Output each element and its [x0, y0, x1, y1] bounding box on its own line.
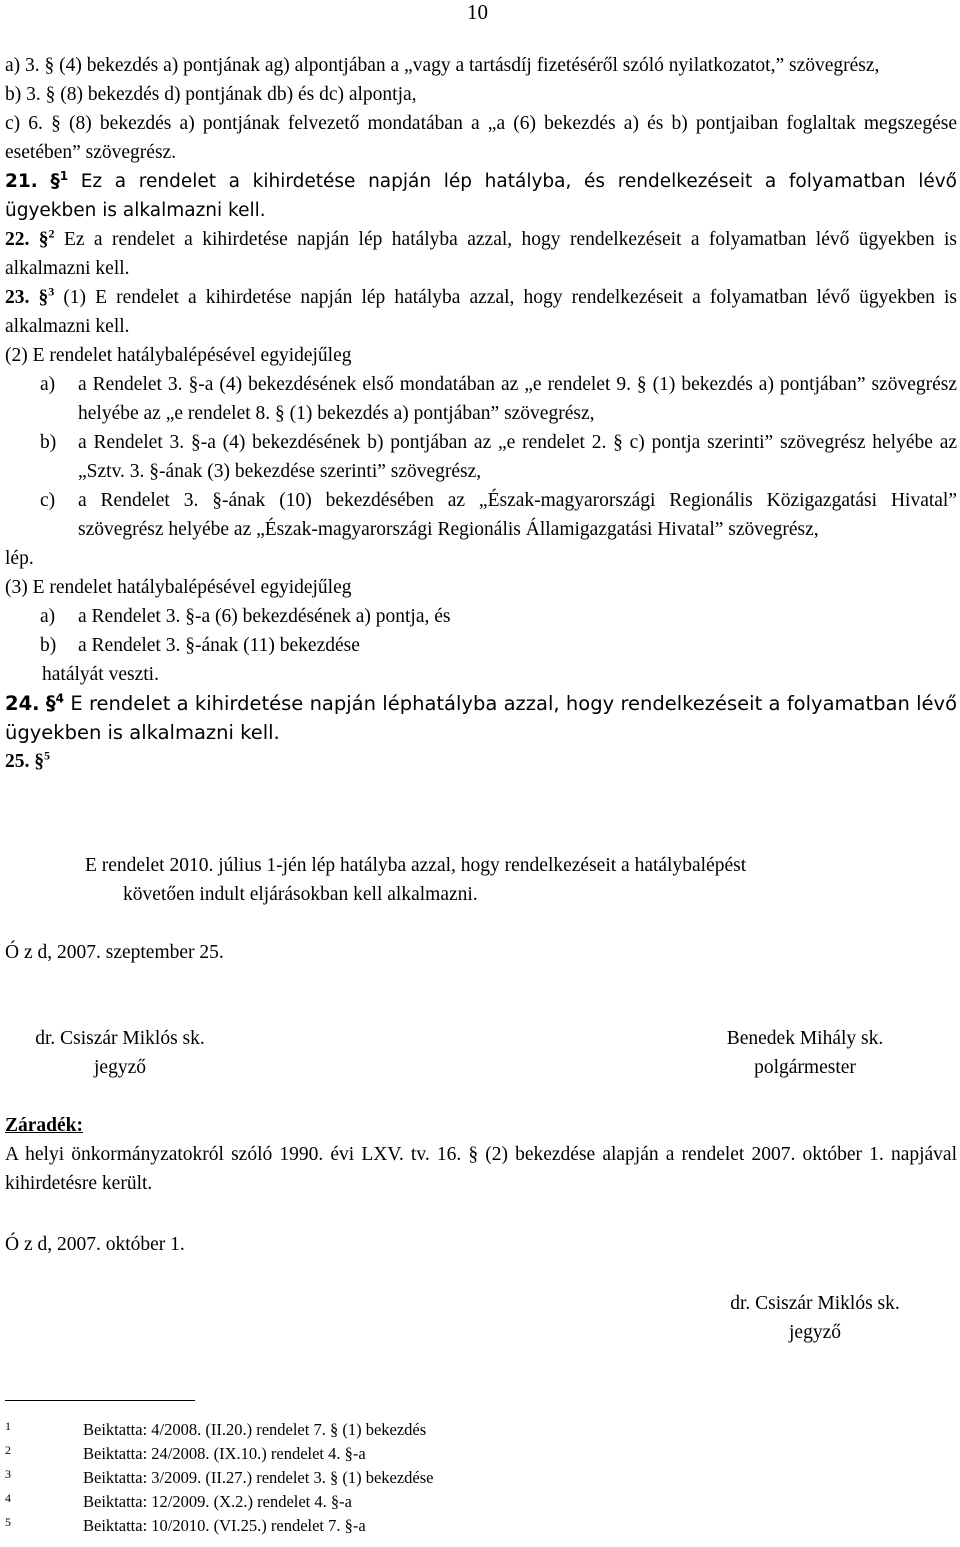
- line-c: c) 6. § (8) bekezdés a) pontjának felvezető mondatában a „a (6) bekezdés a) és b) pontjaiban foglaltak megszegése esetében” szövegrész.: [5, 113, 957, 163]
- signature-left: [0, 1024, 240, 1082]
- footnote-number: 2: [5, 1443, 11, 1457]
- signature-right-title: polgármester: [754, 1057, 856, 1078]
- footnote-text: Beiktatta: 3/2009. (II.27.) rendelet 3. § (1) bekezdése: [83, 1468, 434, 1487]
- footnote-number: 1: [5, 1419, 11, 1433]
- section-24: [5, 689, 957, 747]
- section-25-text-line2: követően indult eljárásokban kell alkalmazni.: [123, 884, 478, 905]
- footnote-ref-2[interactable]: 2: [48, 226, 55, 241]
- section-23-para-3: (3) E rendelet hatálybalépésével egyidejűleg: [5, 577, 352, 598]
- footnote-item: [5, 1490, 605, 1514]
- signature-left-title: jegyző: [94, 1057, 146, 1078]
- signature-left-name: dr. Csiszár Miklós sk.: [35, 1028, 205, 1049]
- item-label: b): [40, 432, 57, 453]
- footnote-separator: [5, 1400, 195, 1401]
- section-25-text-line1: E rendelet 2010. július 1-jén lép hatályba azzal, hogy rendelkezéseit a hatálybalépést: [85, 855, 747, 876]
- footnote-ref-3[interactable]: 3: [48, 284, 55, 299]
- footnote-text: Beiktatta: 12/2009. (X.2.) rendelet 4. §-a: [83, 1492, 352, 1511]
- section-21: [5, 167, 957, 225]
- section-23-2-c: [5, 486, 957, 544]
- footnotes: [5, 1418, 605, 1538]
- footnote-item: [5, 1514, 605, 1538]
- item-label: a): [40, 606, 56, 627]
- line-b: b) 3. § (8) bekezdés d) pontjának db) és dc) alpontja,: [5, 84, 417, 105]
- item-text: a Rendelet 3. §-a (6) bekezdésének a) pontja, és: [78, 606, 451, 627]
- footnote-ref-5[interactable]: 5: [44, 748, 50, 763]
- section-21-number: 21.: [5, 171, 38, 192]
- footnote-item: [5, 1466, 605, 1490]
- signature-2-title: jegyző: [789, 1322, 841, 1343]
- footnote-item: [5, 1442, 605, 1466]
- signature-2-name: dr. Csiszár Miklós sk.: [730, 1293, 900, 1314]
- item-label: b): [40, 635, 57, 656]
- signature-right-name: Benedek Mihály sk.: [726, 1028, 884, 1049]
- date-2: Ó z d, 2007. október 1.: [5, 1234, 185, 1255]
- zaradek-text: A helyi önkormányzatokról szóló 1990. évi LXV. tv. 16. § (2) bekezdése alapján a rendelet 2007. október 1. napjával kihirdetésre került.: [5, 1144, 957, 1194]
- section-23-para-2-end: lép.: [5, 548, 34, 569]
- section-23-2-b: [5, 428, 957, 486]
- item-text: a Rendelet 3. §-ának (11) bekezdése: [78, 635, 360, 656]
- section-25: [5, 747, 957, 776]
- section-23-3-b: [5, 631, 957, 660]
- zaradek-heading: Záradék:: [5, 1115, 83, 1136]
- section-23: [5, 283, 957, 341]
- footnote-ref-1[interactable]: 1: [59, 168, 69, 183]
- section-25-number: 25.: [5, 751, 30, 772]
- section-23-2-a: [5, 370, 957, 428]
- section-22-text: Ez a rendelet a kihirdetése napján lép hatályba azzal, hogy rendelkezéseit a folyamatban lévő ügyekben is alkalmazni kell.: [5, 229, 957, 279]
- item-label: c): [40, 490, 56, 511]
- line-a: a) 3. § (4) bekezdés a) pontjának ag) alpontjában a „vagy a tartásdíj fizetéséről szóló nyilatkozatot,” szövegrész,: [5, 55, 880, 76]
- item-label: a): [40, 374, 56, 395]
- section-23-number: 23.: [5, 287, 30, 308]
- item-text: a Rendelet 3. §-a (4) bekezdésének b) pontjában az „e rendelet 2. § c) pontja szerinti” szövegrész helyébe az „Sztv. 3. §-ának (3) bekezdése szerinti” szövegrész,: [78, 432, 957, 482]
- footnote-number: 4: [5, 1491, 11, 1505]
- signature-right: [685, 1024, 925, 1082]
- section-25-text: [85, 851, 960, 909]
- section-25-heading: [5, 747, 125, 776]
- footnote-text: Beiktatta: 10/2010. (VI.25.) rendelet 7. §-a: [83, 1516, 366, 1535]
- footnote-number: 3: [5, 1467, 11, 1481]
- section-22-sign: §: [38, 229, 49, 250]
- footnote-number: 5: [5, 1515, 11, 1529]
- section-24-sign: §: [45, 692, 56, 715]
- section-23-para-3-end: hatályát veszti.: [42, 664, 159, 685]
- page-number: 10: [467, 0, 488, 24]
- section-24-number: 24.: [5, 692, 40, 715]
- date-1: Ó z d, 2007. szeptember 25.: [5, 942, 224, 963]
- section-25-sign: §: [34, 751, 44, 772]
- document-body: [5, 51, 957, 776]
- section-22-number: 22.: [5, 229, 30, 250]
- item-text: a Rendelet 3. §-ának (10) bekezdésében az „Észak-magyarországi Regionális Közigazgatási Hivatal” szövegrész helyébe az „Észak-magyarországi Regionális Államigazgatási Hivatal” szövegrész,: [78, 490, 957, 540]
- zaradek-block: [5, 1111, 957, 1198]
- section-23-sign: §: [38, 287, 49, 308]
- footnote-text: Beiktatta: 4/2008. (II.20.) rendelet 7. § (1) bekezdés: [83, 1420, 427, 1439]
- signature-block-2: [695, 1289, 935, 1347]
- section-24-text: E rendelet a kihirdetése napján léphatályba azzal, hogy rendelkezéseit a folyamatban lévő ügyekben is alkalmazni kell.: [5, 692, 958, 744]
- section-23-3-a: [5, 602, 957, 631]
- footnote-item: [5, 1418, 605, 1442]
- section-23-text: (1) E rendelet a kihirdetése napján lép hatályba azzal, hogy rendelkezéseit a folyamatban lévő ügyekben is alkalmazni kell.: [5, 287, 958, 337]
- footnote-ref-4[interactable]: 4: [55, 691, 64, 706]
- signature-block-1: [0, 1024, 960, 1084]
- section-21-sign: §: [50, 171, 60, 192]
- item-text: a Rendelet 3. §-a (4) bekezdésének első mondatában az „e rendelet 9. § (1) bekezdés a) pontjában” szövegrész helyébe az „e rendelet 8. § (1) bekezdés a) pontjában” szövegrész,: [78, 374, 957, 424]
- section-23-para-2: (2) E rendelet hatálybalépésével egyidejűleg: [5, 345, 352, 366]
- footnote-text: Beiktatta: 24/2008. (IX.10.) rendelet 4. §-a: [83, 1444, 366, 1463]
- section-22: [5, 225, 957, 283]
- section-21-text: Ez a rendelet a kihirdetése napján lép hatályba, és rendelkezéseit a folyamatban lévő ügyekben is alkalmazni kell.: [5, 171, 958, 221]
